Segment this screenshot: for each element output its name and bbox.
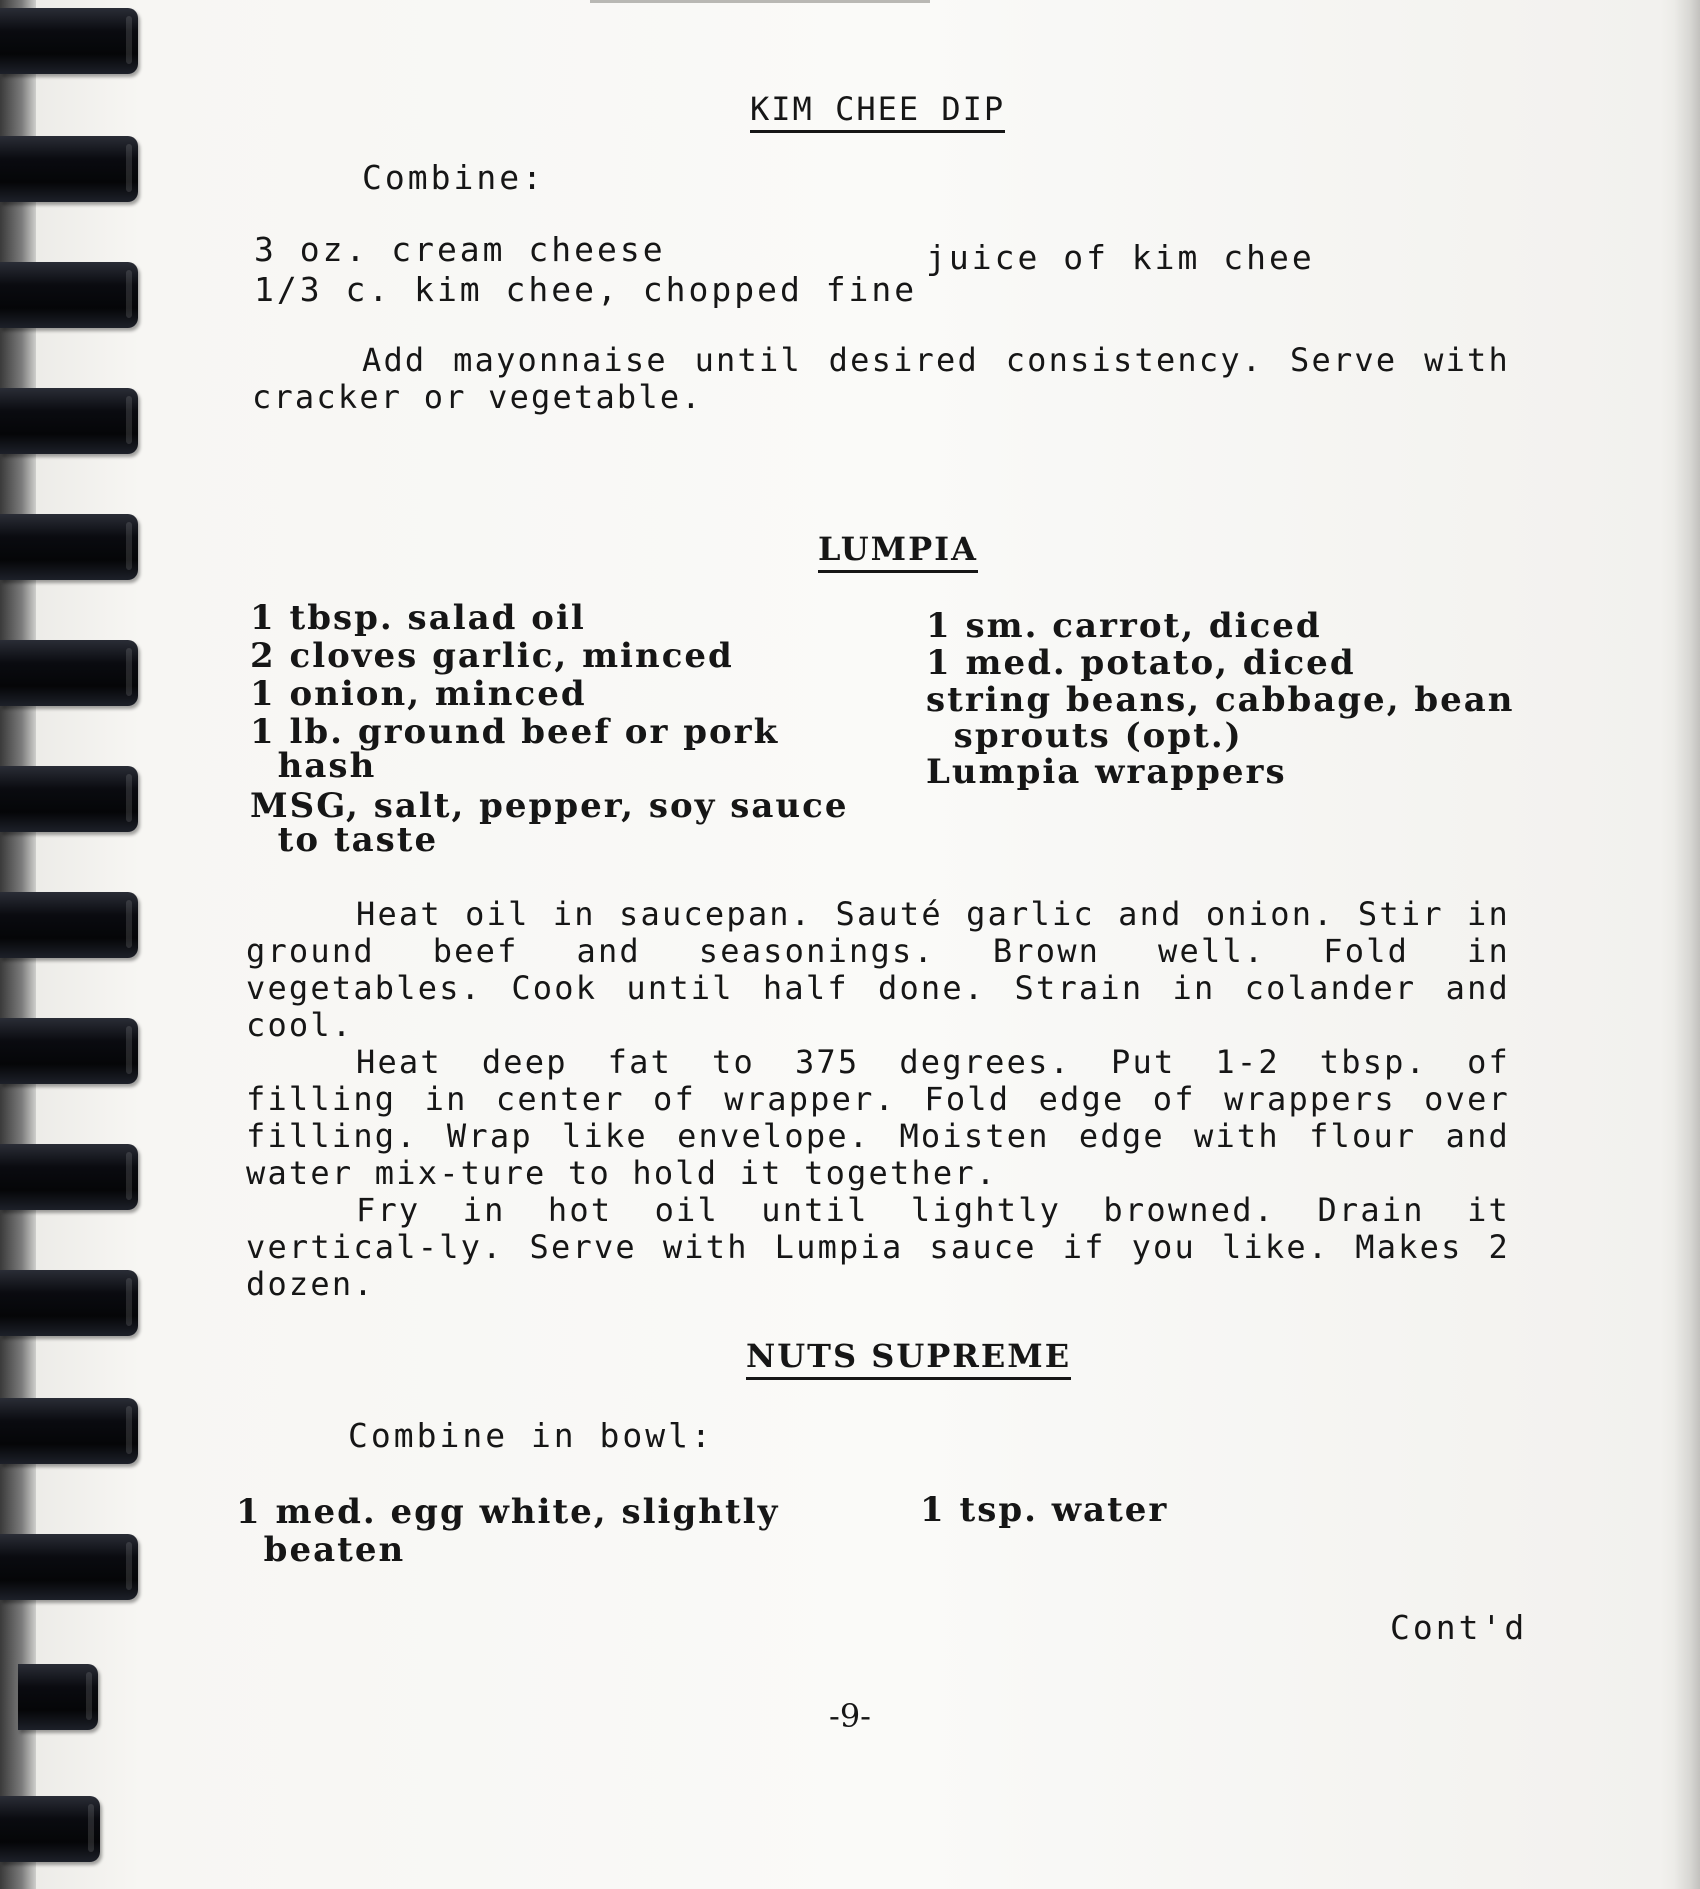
instruction-paragraph: Add mayonnaise until desired consistency. Serve with cracker or vegetable. [252, 341, 1510, 416]
binding-coil [0, 640, 138, 706]
ingredient: 1 lb. ground beef or pork [250, 712, 780, 752]
binding-coil [0, 766, 138, 832]
page-number: -9- [829, 1697, 871, 1735]
recipe-title-lumpia: LUMPIA [818, 530, 978, 573]
ingredient: 1 tsp. water [920, 1490, 1169, 1530]
continued-note: Cont'd [1390, 1608, 1528, 1647]
ingredient: 1 onion, minced [250, 674, 587, 714]
ingredient-continuation: to taste [250, 820, 439, 860]
ingredient: 1 med. egg white, slightly [236, 1492, 780, 1532]
ingredient-continuation: sprouts (opt.) [926, 716, 1243, 756]
page-top-edge [590, 0, 930, 3]
ingredient: 2 cloves garlic, minced [250, 636, 734, 676]
binding-coil [0, 1270, 138, 1336]
page-edge-shadow [1674, 0, 1700, 1889]
kim-chee-dip-intro: Combine: [362, 158, 545, 197]
ingredient: Lumpia wrappers [926, 752, 1287, 792]
ingredient: 3 oz. cream cheese [254, 230, 666, 269]
instruction-paragraph: Fry in hot oil until lightly browned. Drain it vertical-ly. Serve with Lumpia sauce if you like. Makes 2 dozen. [246, 1191, 1510, 1303]
instruction-paragraph: Heat oil in saucepan. Sauté garlic and onion. Stir in ground beef and seasonings. Brown well. Fold in vegetables. Cook until half done. Strain in colander and cool. [246, 895, 1510, 1044]
kim-chee-dip-instructions [252, 342, 1510, 416]
binding-coil [0, 136, 138, 202]
binding-coil [0, 8, 138, 74]
spiral-binding [0, 0, 150, 1889]
ingredient: 1 tbsp. salad oil [250, 598, 586, 638]
instruction-paragraph: Heat deep fat to 375 degrees. Put 1-2 tbsp. of filling in center of wrapper. Fold edge of wrappers over filling. Wrap like envelope. Moisten edge with flour and water mix-ture to hold it together. [246, 1043, 1510, 1192]
ingredient: 1 sm. carrot, diced [926, 606, 1322, 646]
binding-coil [0, 1398, 138, 1464]
binding-coil [0, 1144, 138, 1210]
ingredient: MSG, salt, pepper, soy sauce [250, 786, 849, 826]
lumpia-instructions [246, 896, 1510, 1303]
binding-coil [0, 388, 138, 454]
binding-coil [0, 892, 138, 958]
ingredient: string beans, cabbage, bean [926, 680, 1515, 720]
binding-coil [0, 514, 138, 580]
binding-coil [0, 1796, 100, 1862]
ingredient-continuation: beaten [236, 1530, 406, 1570]
ingredient: juice of kim chee [926, 238, 1315, 277]
ingredient-continuation: hash [250, 746, 377, 786]
binding-coil [0, 262, 138, 328]
nuts-supreme-intro: Combine in bowl: [348, 1416, 714, 1455]
binding-coil [0, 1534, 138, 1600]
binding-coil [0, 1018, 138, 1084]
recipe-title-nuts-supreme: NUTS SUPREME [746, 1337, 1071, 1380]
ingredient: 1 med. potato, diced [926, 643, 1356, 683]
ingredient: 1/3 c. kim chee, chopped fine [254, 270, 918, 309]
recipe-title-kim-chee-dip: KIM CHEE DIP [750, 90, 1005, 133]
